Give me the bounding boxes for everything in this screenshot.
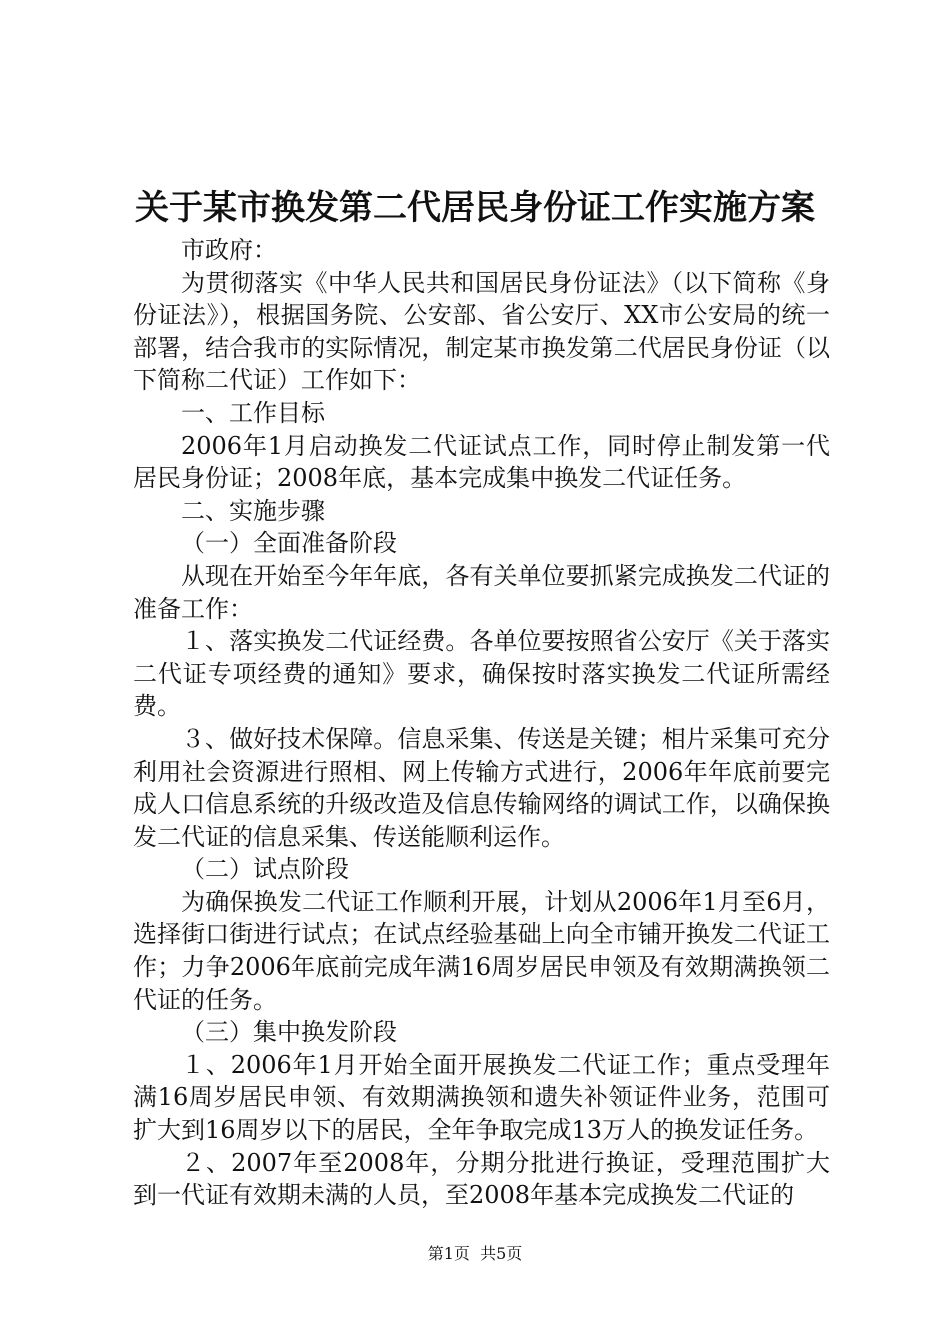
document-title: 关于某市换发第二代居民身份证工作实施方案 — [135, 188, 815, 228]
subsection-heading-pilot: （二）试点阶段 — [181, 855, 349, 884]
goal-paragraph: 2006年1月启动换发二代证试点工作，同时停止制发第一代居民身份证；2008年底，基本完成集中换发二代证任务。 — [133, 431, 830, 493]
subsection-heading-concentrated: （三）集中换发阶段 — [181, 1018, 397, 1047]
document-body — [133, 234, 830, 1212]
concentrated-item-2007-2008: ２、2007年至2008年，分期分批进行换证，受理范围扩大到一代证有效期未满的人员，至2008年基本完成换发二代证的 — [133, 1148, 830, 1210]
salutation: 市政府： — [181, 236, 277, 264]
section-heading-steps: 二、实施步骤 — [181, 496, 325, 525]
page-number: 第1页 共5页 — [427, 1244, 523, 1263]
subsection-heading-preparation: （一）全面准备阶段 — [181, 529, 397, 558]
pilot-paragraph: 为确保换发二代证工作顺利开展，计划从2006年1月至6月，选择街口街进行试点；在试点经验基础上向全市铺开换发二代证工作；力争2006年底前完成年满16周岁居民申领及有效期满换领二代证的任务。 — [133, 887, 830, 1014]
section-heading-goal: 一、工作目标 — [181, 398, 325, 427]
preparation-paragraph: 从现在开始至今年年底，各有关单位要抓紧完成换发二代证的准备工作： — [133, 561, 830, 623]
concentrated-item-2006: １、2006年1月开始全面开展换发二代证工作；重点受理年满16周岁居民申领、有效期满换领和遗失补领证件业务，范围可扩大到16周岁以下的居民，全年争取完成13万人的换发证任务。 — [133, 1050, 830, 1145]
intro-paragraph: 为贯彻落实《中华人民共和国居民身份证法》（以下简称《身份证法》），根据国务院、公安部、省公安厅、XX市公安局的统一部署，结合我市的实际情况，制定某市换发第二代居民身份证（以下简称二代证）工作如下： — [133, 268, 830, 395]
preparation-item-technical: ３、做好技术保障。信息采集、传送是关键；相片采集可充分利用社会资源进行照相、网上传输方式进行，2006年年底前要完成人口信息系统的升级改造及信息传输网络的调试工作，以确保换发二代证的信息采集、传送能顺利运作。 — [133, 724, 830, 851]
page-footer — [0, 1242, 950, 1266]
preparation-item-funding: １、落实换发二代证经费。各单位要按照省公安厅《关于落实二代证专项经费的通知》要求，确保按时落实换发二代证所需经费。 — [133, 627, 830, 721]
